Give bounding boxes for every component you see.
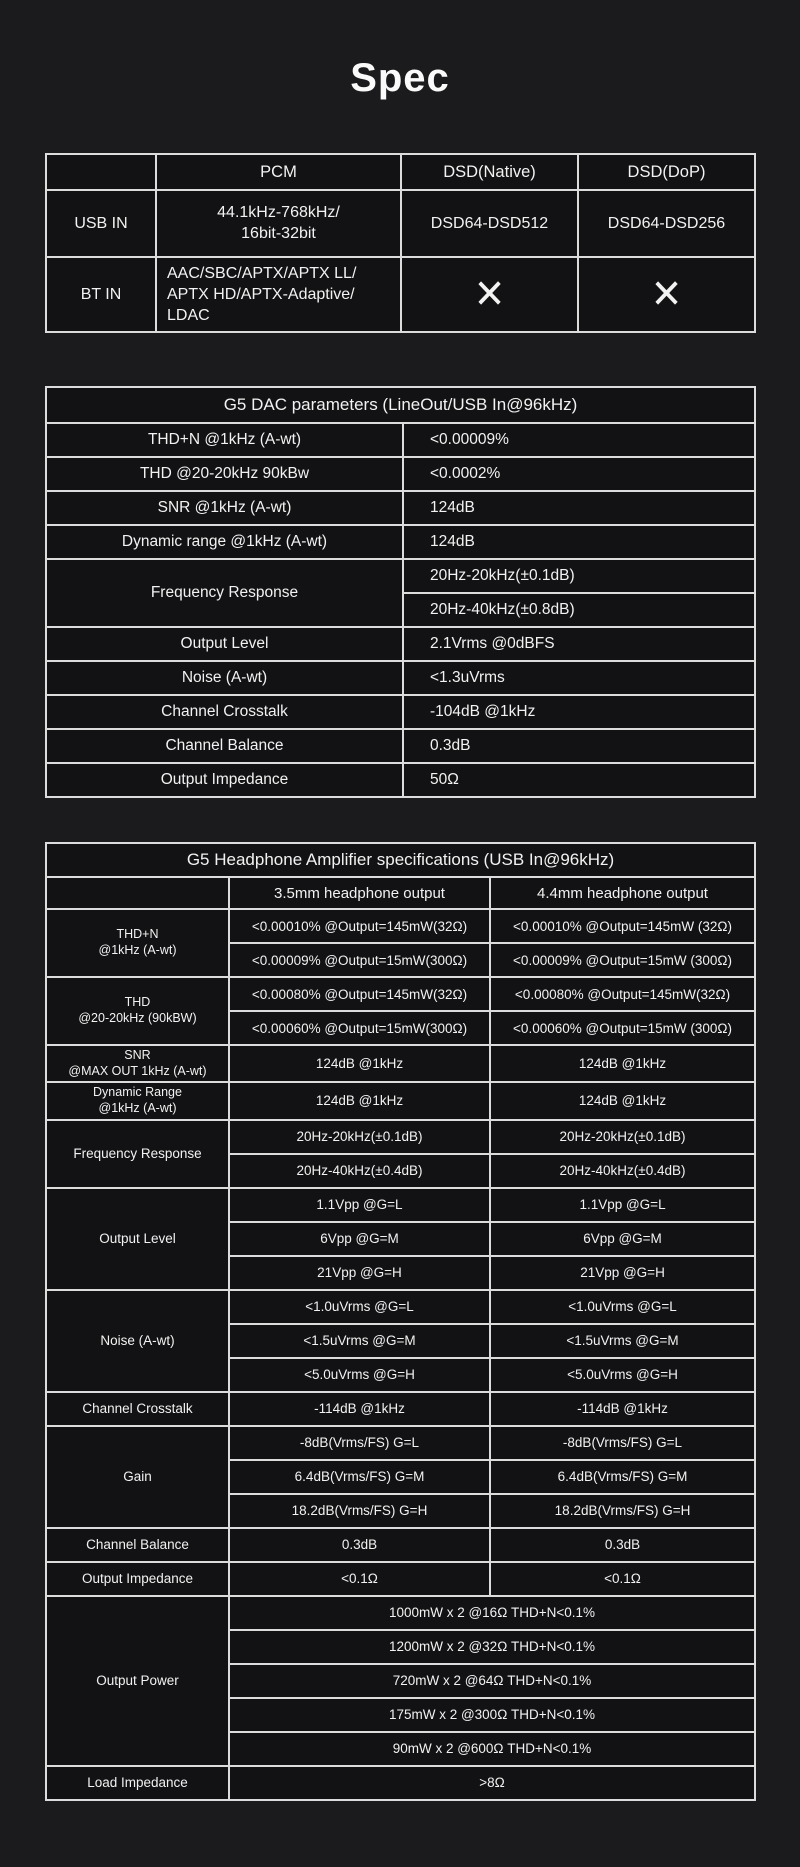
table-row: [46, 525, 755, 559]
label-line: @1kHz (A-wt): [98, 943, 177, 957]
amp-value-44: <5.0uVrms @G=H: [490, 1358, 755, 1392]
bt-in-dsd-native-cell: [401, 257, 578, 332]
usb-in-pcm-cell: [156, 190, 401, 257]
amp-value-35: -8dB(Vrms/FS) G=L: [229, 1426, 490, 1460]
amp-group-label: Output Power: [46, 1596, 229, 1766]
label-line: @1kHz (A-wt): [98, 1100, 177, 1115]
table-row: [46, 423, 755, 457]
io-format-table: [45, 153, 756, 333]
table-row: [46, 1528, 755, 1562]
table-row: [46, 661, 755, 695]
amp-value-35: 20Hz-40kHz(±0.4dB): [229, 1154, 490, 1188]
amp-value-35: <0.00009% @Output=15mW(300Ω): [229, 943, 490, 977]
amp-value-span: 175mW x 2 @300Ω THD+N<0.1%: [229, 1698, 755, 1732]
table-title-row: [46, 387, 755, 423]
amp-specs-table: [45, 842, 756, 1801]
bt-in-pcm-cell: [156, 257, 401, 332]
amp-value-44: <1.0uVrms @G=L: [490, 1290, 755, 1324]
table-row: [46, 977, 755, 1011]
table-row: [46, 257, 755, 332]
amp-value-35: <0.00060% @Output=15mW(300Ω): [229, 1011, 490, 1045]
table-row: [46, 491, 755, 525]
table-row: [46, 627, 755, 661]
amp-value-44: 18.2dB(Vrms/FS) G=H: [490, 1494, 755, 1528]
dac-row-value: 50Ω: [403, 763, 755, 797]
amp-value-44: <0.00080% @Output=145mW(32Ω): [490, 977, 755, 1011]
table-row: [46, 729, 755, 763]
amp-table-title: G5 Headphone Amplifier specifications (USB In@96kHz): [46, 843, 755, 877]
amp-value-44: <0.00009% @Output=15mW (300Ω): [490, 943, 755, 977]
usb-in-dsd-native-cell: DSD64-DSD512: [401, 190, 578, 257]
cell-line: LDAC: [167, 307, 210, 325]
table-row: [46, 1290, 755, 1324]
label-line: @20-20kHz (90kBW): [78, 1011, 197, 1025]
cell-line: 44.1kHz-768kHz/: [217, 203, 340, 221]
label-line: SNR: [124, 1048, 151, 1062]
amp-header-empty: [46, 877, 229, 909]
dac-row-value: -104dB @1kHz: [403, 695, 755, 729]
table-row: [46, 1766, 755, 1800]
io-header-dsd-native: DSD(Native): [401, 154, 578, 190]
amp-group-label: Load Impedance: [46, 1766, 229, 1800]
amp-value-35: <1.5uVrms @G=M: [229, 1324, 490, 1358]
dac-row-label: Frequency Response: [46, 559, 403, 627]
dac-row-value: 20Hz-20kHz(±0.1dB): [403, 559, 755, 593]
table-row: [46, 1045, 755, 1082]
amp-group-label: Gain: [46, 1426, 229, 1528]
table-row: [46, 763, 755, 797]
amp-group-label: [46, 1045, 229, 1082]
usb-in-label-cell: USB IN: [46, 190, 156, 257]
label-line: Dynamic Range: [93, 1085, 182, 1100]
table-row: [46, 695, 755, 729]
amp-value-span: 90mW x 2 @600Ω THD+N<0.1%: [229, 1732, 755, 1766]
amp-value-44: 20Hz-20kHz(±0.1dB): [490, 1120, 755, 1154]
amp-value-35: <1.0uVrms @G=L: [229, 1290, 490, 1324]
table-row: [46, 1120, 755, 1154]
table-row: [46, 457, 755, 491]
amp-value-span: 1200mW x 2 @32Ω THD+N<0.1%: [229, 1630, 755, 1664]
amp-value-35: 18.2dB(Vrms/FS) G=H: [229, 1494, 490, 1528]
amp-value-35: <0.00010% @Output=145mW(32Ω): [229, 909, 490, 943]
usb-in-dsd-dop-cell: DSD64-DSD256: [578, 190, 755, 257]
amp-value-44: 21Vpp @G=H: [490, 1256, 755, 1290]
dac-row-value: 124dB: [403, 525, 755, 559]
io-header-empty: [46, 154, 156, 190]
dac-row-label: Noise (A-wt): [46, 661, 403, 695]
table-row: [46, 1426, 755, 1460]
amp-value-35: 0.3dB: [229, 1528, 490, 1562]
amp-group-label: Output Impedance: [46, 1562, 229, 1596]
amp-value-35: -114dB @1kHz: [229, 1392, 490, 1426]
cross-icon: ✕: [473, 272, 506, 317]
cell-line: 16bit-32bit: [241, 224, 316, 242]
dac-row-label: THD+N @1kHz (A-wt): [46, 423, 403, 457]
dac-row-value: 20Hz-40kHz(±0.8dB): [403, 593, 755, 627]
amp-group-label: Output Level: [46, 1188, 229, 1290]
cross-icon: ✕: [650, 272, 683, 317]
amp-value-44: -8dB(Vrms/FS) G=L: [490, 1426, 755, 1460]
table-row: [46, 1562, 755, 1596]
dac-parameters-table: [45, 386, 756, 798]
amp-group-label: Frequency Response: [46, 1120, 229, 1188]
amp-value-44: 20Hz-40kHz(±0.4dB): [490, 1154, 755, 1188]
amp-value-35: 20Hz-20kHz(±0.1dB): [229, 1120, 490, 1154]
amp-value-35: 21Vpp @G=H: [229, 1256, 490, 1290]
table-row: [46, 1392, 755, 1426]
dac-row-label: Channel Crosstalk: [46, 695, 403, 729]
io-header-pcm: PCM: [156, 154, 401, 190]
amp-value-35: 6Vpp @G=M: [229, 1222, 490, 1256]
dac-row-value: 124dB: [403, 491, 755, 525]
dac-row-value: <0.00009%: [403, 423, 755, 457]
amp-header-44mm: 4.4mm headphone output: [490, 877, 755, 909]
io-header-dsd-dop: DSD(DoP): [578, 154, 755, 190]
table-header-row: [46, 877, 755, 909]
cell-line: APTX HD/APTX-Adaptive/: [167, 285, 355, 303]
bt-in-dsd-dop-cell: [578, 257, 755, 332]
amp-value-35: 124dB @1kHz: [229, 1045, 490, 1082]
table-row: [46, 1596, 755, 1630]
amp-value-35: 124dB @1kHz: [229, 1082, 490, 1119]
dac-row-value: <1.3uVrms: [403, 661, 755, 695]
amp-group-label: [46, 909, 229, 977]
bt-in-label-cell: BT IN: [46, 257, 156, 332]
amp-value-44: 6.4dB(Vrms/FS) G=M: [490, 1460, 755, 1494]
amp-header-35mm: 3.5mm headphone output: [229, 877, 490, 909]
cell-line: AAC/SBC/APTX/APTX LL/: [167, 264, 357, 282]
amp-group-label: Channel Crosstalk: [46, 1392, 229, 1426]
dac-row-label: Output Level: [46, 627, 403, 661]
amp-value-44: 0.3dB: [490, 1528, 755, 1562]
dac-row-label: SNR @1kHz (A-wt): [46, 491, 403, 525]
amp-value-44: -114dB @1kHz: [490, 1392, 755, 1426]
page-title: Spec: [350, 56, 450, 100]
dac-row-label: Output Impedance: [46, 763, 403, 797]
amp-value-35: 1.1Vpp @G=L: [229, 1188, 490, 1222]
table-row: [46, 559, 755, 593]
amp-value-44: <1.5uVrms @G=M: [490, 1324, 755, 1358]
amp-value-44: 124dB @1kHz: [490, 1045, 755, 1082]
table-row: [46, 909, 755, 943]
dac-row-value: 0.3dB: [403, 729, 755, 763]
table-row: [46, 1188, 755, 1222]
amp-value-44: 6Vpp @G=M: [490, 1222, 755, 1256]
amp-value-44: <0.00010% @Output=145mW (32Ω): [490, 909, 755, 943]
table-row: [46, 1082, 755, 1119]
amp-value-span: >8Ω: [229, 1766, 755, 1800]
dac-row-label: Channel Balance: [46, 729, 403, 763]
label-line: THD+N: [116, 927, 159, 942]
amp-group-label: [46, 1082, 229, 1119]
amp-group-label: Noise (A-wt): [46, 1290, 229, 1392]
table-row: [46, 190, 755, 257]
amp-value-35: 6.4dB(Vrms/FS) G=M: [229, 1460, 490, 1494]
label-line: THD: [124, 995, 151, 1010]
amp-value-span: 720mW x 2 @64Ω THD+N<0.1%: [229, 1664, 755, 1698]
table-header-row: [46, 154, 755, 190]
amp-value-35: <5.0uVrms @G=H: [229, 1358, 490, 1392]
amp-value-44: <0.00060% @Output=15mW (300Ω): [490, 1011, 755, 1045]
amp-value-35: <0.1Ω: [229, 1562, 490, 1596]
label-line: @MAX OUT 1kHz (A-wt): [68, 1063, 207, 1078]
amp-value-44: <0.1Ω: [490, 1562, 755, 1596]
amp-value-44: 124dB @1kHz: [490, 1082, 755, 1119]
dac-row-label: THD @20-20kHz 90kBw: [46, 457, 403, 491]
dac-row-value: <0.0002%: [403, 457, 755, 491]
dac-row-label: Dynamic range @1kHz (A-wt): [46, 525, 403, 559]
amp-value-35: <0.00080% @Output=145mW(32Ω): [229, 977, 490, 1011]
amp-group-label: [46, 977, 229, 1045]
amp-group-label: Channel Balance: [46, 1528, 229, 1562]
table-title-row: [46, 843, 755, 877]
dac-table-title: G5 DAC parameters (LineOut/USB In@96kHz): [46, 387, 755, 423]
amp-value-44: 1.1Vpp @G=L: [490, 1188, 755, 1222]
amp-value-span: 1000mW x 2 @16Ω THD+N<0.1%: [229, 1596, 755, 1630]
dac-row-value: 2.1Vrms @0dBFS: [403, 627, 755, 661]
